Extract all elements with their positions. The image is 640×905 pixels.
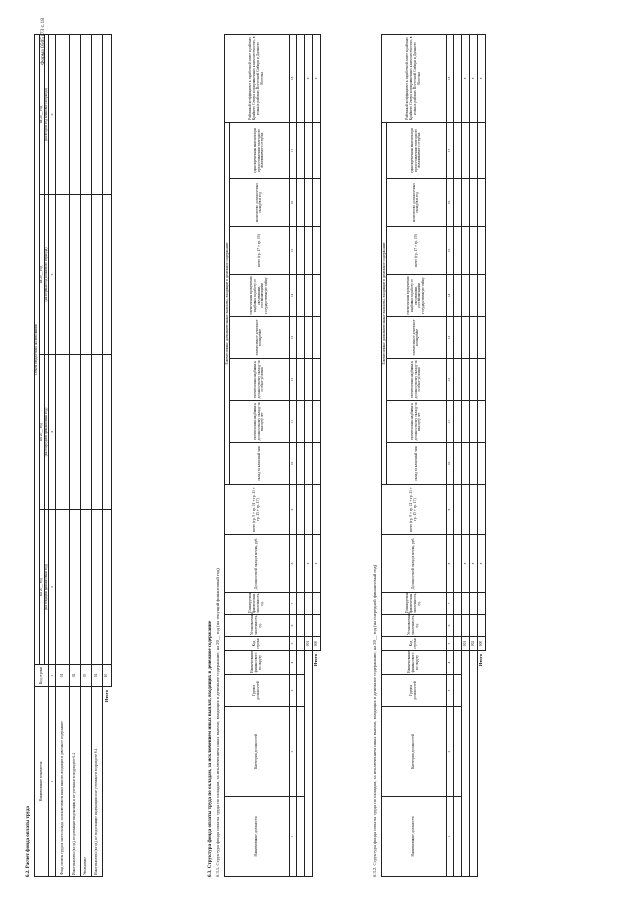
col-number: 14 bbox=[446, 275, 453, 317]
col-number: 4 bbox=[49, 355, 56, 510]
header-c13: ежемесячное денежное поощрение bbox=[229, 317, 289, 359]
col-number: 16 bbox=[289, 179, 296, 227]
x-mark: x bbox=[477, 535, 485, 593]
col-number: 18 bbox=[446, 34, 453, 122]
header-position-name: Наименование должности bbox=[382, 797, 447, 877]
total-row bbox=[312, 34, 320, 876]
col-number: 2 bbox=[289, 707, 296, 797]
header-total: всего (гр. 9 + гр. 11 + гр. 13 + гр. 15 + гр. 17) bbox=[382, 485, 447, 535]
table-row bbox=[70, 34, 81, 876]
row-code: 02 bbox=[70, 665, 81, 687]
header-c13: ежемесячное денежное поощрение bbox=[386, 317, 446, 359]
total-cell[interactable] bbox=[103, 355, 112, 510]
col-number: 3 bbox=[289, 675, 296, 707]
col-number: 8 bbox=[289, 535, 296, 593]
col-number: 6 bbox=[289, 615, 296, 637]
header-c17: единовременная выплата при предоставлении ежегодного оплачиваемого отпуска bbox=[229, 122, 289, 178]
fot-calculation-table bbox=[34, 34, 112, 877]
col-number: 1 bbox=[446, 797, 453, 877]
row-name: Фонд оплаты труда в части оклада, за исключением иных выплат, входящих в денежное содержание bbox=[56, 687, 70, 877]
x-mark: x bbox=[461, 34, 469, 122]
col-number: 11 bbox=[289, 401, 296, 443]
col-number: 6 bbox=[49, 34, 56, 194]
col-number: 1 bbox=[289, 797, 296, 877]
col-number: 3 bbox=[49, 510, 56, 665]
col-number: 10 bbox=[289, 443, 296, 485]
row-code: 03 bbox=[81, 665, 92, 687]
value-cell[interactable] bbox=[56, 510, 70, 665]
table-row bbox=[296, 34, 304, 876]
x-mark: x bbox=[312, 535, 320, 593]
total-row bbox=[103, 34, 112, 876]
row-code: 01 bbox=[56, 665, 70, 687]
header-salary: Должностной оклад в месяц, руб. bbox=[382, 535, 447, 593]
section-631-subtitle: 6.3.1. Структура фонда оплаты труда по окладам, за исключением иных выплат, входящих в денежное содержание, на 20__ год (на текущий финансовый год) bbox=[215, 568, 220, 877]
total-code: 10 bbox=[103, 665, 112, 687]
header-c15: всего (гр. 17 + гр. 19) bbox=[386, 227, 446, 275]
row-code: 001 bbox=[304, 637, 312, 651]
form-code: Форма 0505173 с.18 bbox=[40, 18, 46, 65]
x-mark: x bbox=[469, 34, 477, 122]
col-number: 16 bbox=[446, 179, 453, 227]
value-cell[interactable] bbox=[81, 355, 92, 510]
value-cell[interactable] bbox=[92, 34, 103, 194]
row-code: 001 bbox=[461, 637, 469, 651]
col-number: 11 bbox=[446, 401, 453, 443]
year-label: на 20__ год bbox=[39, 195, 44, 355]
col-number: 2 bbox=[446, 707, 453, 797]
row-code: 900 bbox=[477, 637, 485, 651]
value-cell[interactable] bbox=[92, 355, 103, 510]
year-sub: (на текущий финансовый год) bbox=[44, 510, 49, 665]
header-funding: Наименование финансового по округу bbox=[382, 651, 447, 675]
header-code: Код строки bbox=[382, 637, 447, 651]
col-number: 14 bbox=[289, 275, 296, 317]
row-name: Иные выплаты (в год), не подлежащие индексации и не учтенные в подразделе 6.4 bbox=[92, 687, 103, 877]
year-sub: (на второй год планового периода) bbox=[44, 34, 49, 194]
value-cell[interactable] bbox=[70, 355, 81, 510]
col-number: 5 bbox=[289, 637, 296, 651]
col-number: 15 bbox=[446, 227, 453, 275]
header-funding: Наименование финансового по округу bbox=[225, 651, 290, 675]
x-mark: x bbox=[461, 535, 469, 593]
col-number: 12 bbox=[446, 359, 453, 401]
col-number: 12 bbox=[289, 359, 296, 401]
header-c11: ежемесячная надбавка к должностному окладу за выслугу лет bbox=[229, 401, 289, 443]
header-c12: ежемесячная надбавка к должностному окладу за особые условия bbox=[229, 359, 289, 401]
col-number: 18 bbox=[289, 34, 296, 122]
header-c14: ежемесячная процентная надбавка за работу со сведениями, составляющими государственную тайну bbox=[229, 275, 289, 317]
col-number: 13 bbox=[446, 317, 453, 359]
table-row bbox=[92, 34, 103, 876]
header-c12: ежемесячная надбавка к должностному окладу за особые условия bbox=[386, 359, 446, 401]
year-sub: (на очередной финансовый год) bbox=[44, 355, 49, 510]
subtotal-row bbox=[304, 34, 312, 876]
x-mark: x bbox=[304, 535, 312, 593]
header-row-code: Код строки bbox=[35, 665, 49, 687]
col-number: 15 bbox=[289, 227, 296, 275]
col-number: 5 bbox=[446, 637, 453, 651]
header-c15: всего (гр. 17 + гр. 19) bbox=[229, 227, 289, 275]
header-c10: оклад за классный чин bbox=[386, 443, 446, 485]
header-total: всего (гр. 9 + гр. 11 + гр. 13 + гр. 15 + гр. 17) bbox=[225, 485, 290, 535]
value-cell[interactable] bbox=[81, 195, 92, 355]
col-number: 10 bbox=[446, 443, 453, 485]
x-mark: x bbox=[312, 34, 320, 122]
col-number: 8 bbox=[446, 535, 453, 593]
x-mark: x bbox=[469, 535, 477, 593]
value-cell[interactable] bbox=[92, 195, 103, 355]
header-staff-established: Установленная численность, ед. bbox=[225, 615, 290, 637]
table-row bbox=[81, 34, 92, 876]
header-staff-established: Установленная численность, ед. bbox=[382, 615, 447, 637]
header-staff-planned: Планируемая фактическая численность, ед. bbox=[225, 593, 290, 615]
header-c16: количество должностных окладов в год bbox=[229, 179, 289, 227]
total-cell[interactable] bbox=[103, 34, 112, 194]
section-632-subtitle: 6.3.2. Структура фонда оплаты труда по окладам, за исключением иных выплат, входящих в денежное содержание, на 20__ год (на очередной финансовый год) bbox=[372, 564, 377, 877]
col-number: 13 bbox=[289, 317, 296, 359]
header-c16: количество должностных окладов в год bbox=[386, 179, 446, 227]
header-code: Код строки bbox=[225, 637, 290, 651]
col-number: 9 bbox=[446, 485, 453, 535]
row-name: Иные выплаты (в год), подлежащие индексации и не учтенные в подразделе 6.4 bbox=[70, 687, 81, 877]
header-volume: Объем бюджетных ассигнований bbox=[35, 34, 40, 664]
section-63-title: 6.3. Структура фонда оплаты труда по окладам, за исключением иных выплат, входящих в денежное содержание bbox=[208, 620, 213, 877]
subtotal-row bbox=[469, 34, 477, 876]
table-row bbox=[56, 34, 70, 876]
header-regional-coefficient: Районный коэффициент к заработной плате в районах Крайнего Севера и приравненных к ним местностях, в южных районах Восточной Сибири и Дальнего Востока bbox=[225, 34, 290, 122]
value-cell[interactable] bbox=[70, 195, 81, 355]
fot-structure-next-year-table bbox=[381, 34, 486, 877]
total-cell[interactable] bbox=[103, 510, 112, 665]
col-number: 1 bbox=[49, 687, 56, 877]
col-number: 7 bbox=[289, 593, 296, 615]
col-number: 6 bbox=[446, 615, 453, 637]
header-group: Группа должностей bbox=[225, 675, 290, 707]
total-label: Итого bbox=[104, 690, 110, 703]
header-indicator-name: Наименование показателя bbox=[35, 687, 49, 877]
header-staff-planned: Планируемая фактическая численность, ед. bbox=[382, 593, 447, 615]
fot-structure-current-year-table bbox=[224, 34, 321, 877]
x-mark: x bbox=[304, 34, 312, 122]
row-name: Увольнение bbox=[81, 687, 92, 877]
total-row bbox=[477, 34, 485, 876]
header-regional-coefficient: Районный коэффициент к заработной плате в районах Крайнего Севера и приравненных к ним местностях, в южных районах Восточной Сибири и Дальнего Востока bbox=[382, 34, 447, 122]
header-salary: Должностной оклад в месяц, руб. bbox=[225, 535, 290, 593]
header-c11: ежемесячная надбавка к должностному окладу за выслугу лет bbox=[386, 401, 446, 443]
header-position-category: Категория должностей bbox=[382, 707, 447, 797]
col-number: 5 bbox=[49, 195, 56, 355]
section-62-title: 6.2. Расчет фонда оплаты труда bbox=[26, 806, 31, 877]
value-cell[interactable] bbox=[81, 34, 92, 194]
value-cell[interactable] bbox=[56, 355, 70, 510]
value-cell[interactable] bbox=[70, 510, 81, 665]
col-number: 9 bbox=[289, 485, 296, 535]
header-extra-block: Ежемесячные дополнительные выплаты, входящие в денежное содержание bbox=[382, 122, 387, 484]
table-row bbox=[453, 34, 461, 876]
value-cell[interactable] bbox=[81, 510, 92, 665]
year-label: на 20__ год bbox=[39, 34, 44, 194]
col-number: 7 bbox=[446, 593, 453, 615]
header-position-category: Категория должностей bbox=[225, 707, 290, 797]
total-cell[interactable] bbox=[103, 195, 112, 355]
col-number: 4 bbox=[446, 651, 453, 675]
subtotal-row bbox=[461, 34, 469, 876]
value-cell[interactable] bbox=[56, 34, 70, 194]
col-number: 3 bbox=[446, 675, 453, 707]
row-code: 04 bbox=[92, 665, 103, 687]
row-code: 002 bbox=[469, 637, 477, 651]
header-c17: единовременная выплата при предоставлении ежегодного оплачиваемого отпуска bbox=[386, 122, 446, 178]
x-mark: x bbox=[477, 34, 485, 122]
header-position-name: Наименование должности bbox=[225, 797, 290, 877]
year-label: на 20__ год bbox=[39, 510, 44, 665]
year-label: на 20__ год bbox=[39, 355, 44, 510]
value-cell[interactable] bbox=[70, 34, 81, 194]
header-extra-block: Ежемесячные дополнительные выплаты, входящие в денежное содержание bbox=[225, 122, 230, 484]
col-number: 17 bbox=[289, 122, 296, 178]
year-sub: (на первый год планового периода) bbox=[44, 195, 49, 355]
value-cell[interactable] bbox=[56, 195, 70, 355]
row-code: 900 bbox=[312, 637, 320, 651]
header-c10: оклад за классный чин bbox=[229, 443, 289, 485]
total-label: Итого bbox=[313, 654, 319, 667]
col-number: 17 bbox=[446, 122, 453, 178]
header-c14: ежемесячная процентная надбавка за работу со сведениями, составляющими государственную тайну bbox=[386, 275, 446, 317]
header-group: Группа должностей bbox=[382, 675, 447, 707]
value-cell[interactable] bbox=[92, 510, 103, 665]
col-number: 4 bbox=[289, 651, 296, 675]
total-label: Итого bbox=[478, 654, 484, 667]
col-number: 2 bbox=[49, 665, 56, 687]
